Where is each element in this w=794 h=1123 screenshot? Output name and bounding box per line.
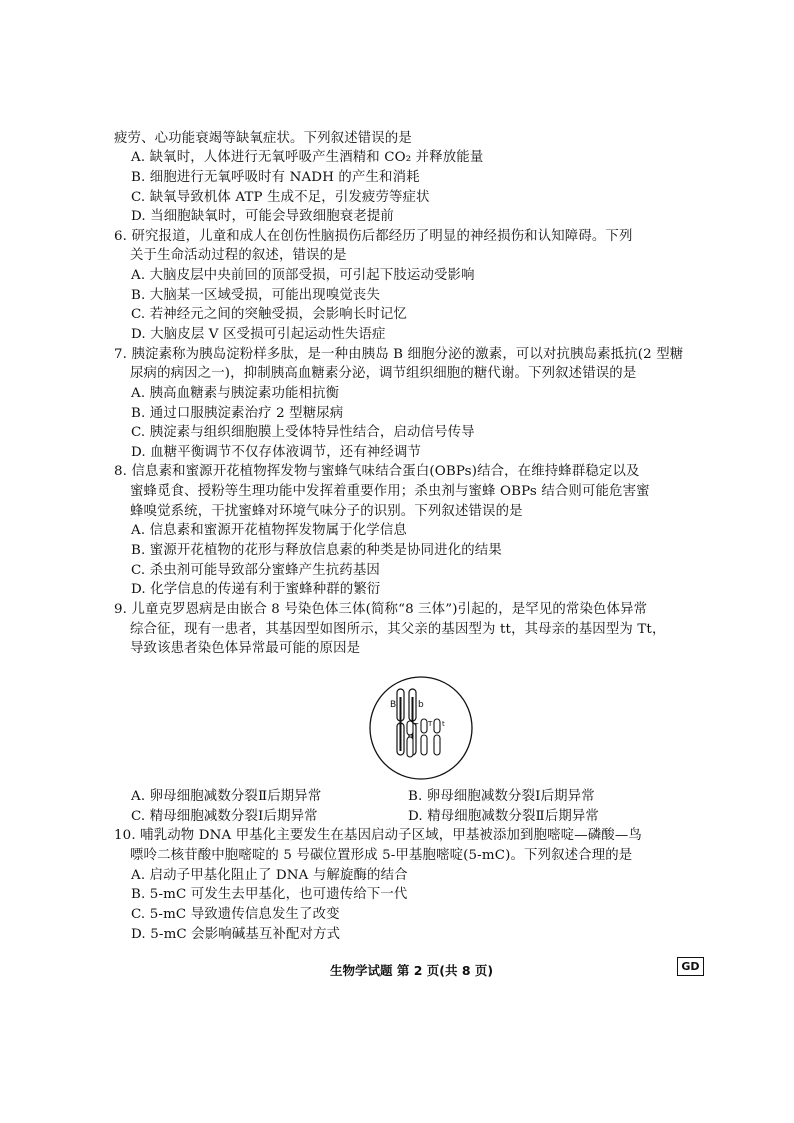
label-gene-B: B xyxy=(390,700,397,710)
q6-option-b: B. 大脑某一区域受损，可能出现嗅觉丧失 xyxy=(131,288,380,303)
q5-option-d: D. 当细胞缺氧时，可能会导致细胞衰老提前 xyxy=(131,209,394,224)
q9-option-d: D. 精母细胞减数分裂Ⅱ后期异常 xyxy=(408,809,599,824)
q7-stem-line-1: 7. 胰淀素称为胰岛淀粉样多肽，是一种由胰岛 B 细胞分泌的激素，可以对抗胰岛素抵抗(2 型糖 xyxy=(114,347,684,362)
label-gene-b: b xyxy=(418,700,424,710)
q8-stem-line-2: 蜜蜂觅食、授粉等生理功能中发挥着重要作用；杀虫剂与蜜蜂 OBPs 结合则可能危害蜜 xyxy=(130,484,650,499)
q7-stem-line-2: 尿病的病因之一)，抑制胰高血糖素分泌，调节组织细胞的糖代谢。下列叙述错误的是 xyxy=(130,366,637,381)
label-gene-T-1: T xyxy=(414,722,419,730)
q5-stem-cont: 疲劳、心功能衰竭等缺氧症状。下列叙述错误的是 xyxy=(114,131,412,146)
q10-option-b: B. 5-mC 可发生去甲基化，也可遗传给下一代 xyxy=(131,887,408,902)
q10-stem-line-1: 10. 哺乳动物 DNA 甲基化主要发生在基因启动子区域，甲基被添加到胞嘧啶—磷酸—鸟 xyxy=(114,828,642,843)
page-footer: 生物学试题 第 2 页(共 8 页) xyxy=(330,963,494,978)
q9-stem-line-3: 导致该患者染色体异常最可能的原因是 xyxy=(130,641,361,656)
q8-option-d: D. 化学信息的传递有利于蜜蜂种群的繁衍 xyxy=(131,582,381,597)
chromosome-small-1 xyxy=(407,721,413,757)
q6-option-c: C. 若神经元之间的突触受损，会影响长时记忆 xyxy=(131,307,408,322)
label-gene-T-2: T xyxy=(428,720,433,728)
chromosome-small-2 xyxy=(421,719,427,755)
q5-option-b: B. 细胞进行无氧呼吸时有 NADH 的产生和消耗 xyxy=(131,170,420,185)
q9-option-b: B. 卵母细胞减数分裂Ⅰ后期异常 xyxy=(408,789,595,804)
q7-option-d: D. 血糖平衡调节不仅存体液调节，还有神经调节 xyxy=(131,445,422,460)
q8-stem-line-1: 8. 信息素和蜜源开花植物挥发物与蜜蜂气味结合蛋白(OBPs)结合，在维持蜂群稳定以及 xyxy=(114,464,640,479)
q7-option-b: B. 通过口服胰淀素治疗 2 型糖尿病 xyxy=(131,406,344,421)
chromosome-small-3 xyxy=(434,719,440,755)
q5-option-c: C. 缺氧导致机体 ATP 生成不足，引发疲劳等症状 xyxy=(131,190,430,205)
q6-option-d: D. 大脑皮层 V 区受损可引起运动性失语症 xyxy=(131,327,386,342)
q9-stem-line-1: 9. 儿童克罗恩病是由嵌合 8 号染色体三体(简称“8 三体”)引起的，是罕见的常染色体异常 xyxy=(114,602,648,617)
q9-option-a: A. 卵母细胞减数分裂Ⅱ后期异常 xyxy=(131,789,322,804)
q6-stem-line-1: 6. 研究报道，儿童和成人在创伤性脑损伤后都经历了明显的神经损伤和认知障碍。下列 xyxy=(114,229,633,244)
q8-option-a: A. 信息素和蜜源开花植物挥发物属于化学信息 xyxy=(131,523,407,538)
chromosome-large-left xyxy=(397,689,404,755)
q5-option-a: A. 缺氧时，人体进行无氧呼吸产生酒精和 CO₂ 并释放能量 xyxy=(131,150,484,165)
q6-option-a: A. 大脑皮层中央前回的顶部受损，可引起下肢运动受影响 xyxy=(131,268,475,283)
q10-option-c: C. 5-mC 导致遗传信息发生了改变 xyxy=(131,907,340,922)
q8-stem-line-3: 蜂嗅觉系统，干扰蜜蜂对环境气味分子的识别。下列叙述错误的是 xyxy=(130,504,523,519)
q6-stem-line-2: 关于生命活动过程的叙述，错误的是 xyxy=(130,248,347,263)
q10-stem-line-2: 嘌呤二核苷酸中胞嘧啶的 5 号碳位置形成 5-甲基胞嘧啶(5-mC)。下列叙述合理的是 xyxy=(130,848,633,863)
q7-option-a: A. 胰高血糖素与胰淀素功能相抗衡 xyxy=(131,386,340,401)
q7-option-c: C. 胰淀素与组织细胞膜上受体特异性结合，启动信号传导 xyxy=(131,425,475,440)
gd-badge: GD xyxy=(677,957,704,976)
q9-chromosome-figure xyxy=(368,675,474,781)
q10-option-d: D. 5-mC 会影响碱基互补配对方式 xyxy=(131,927,341,942)
q9-option-c: C. 精母细胞减数分裂Ⅰ后期异常 xyxy=(131,809,318,824)
q8-option-b: B. 蜜源开花植物的花形与释放信息素的种类是协同进化的结果 xyxy=(131,543,502,558)
q9-stem-line-2: 综合征，现有一患者，其基因型如图所示，其父亲的基因型为 tt，其母亲的基因型为 Tt， xyxy=(130,622,666,637)
q10-option-a: A. 启动子甲基化阻止了 DNA 与解旋酶的结合 xyxy=(131,868,408,883)
label-gene-t: t xyxy=(442,720,445,728)
q8-option-c: C. 杀虫剂可能导致部分蜜蜂产生抗药基因 xyxy=(131,563,380,578)
